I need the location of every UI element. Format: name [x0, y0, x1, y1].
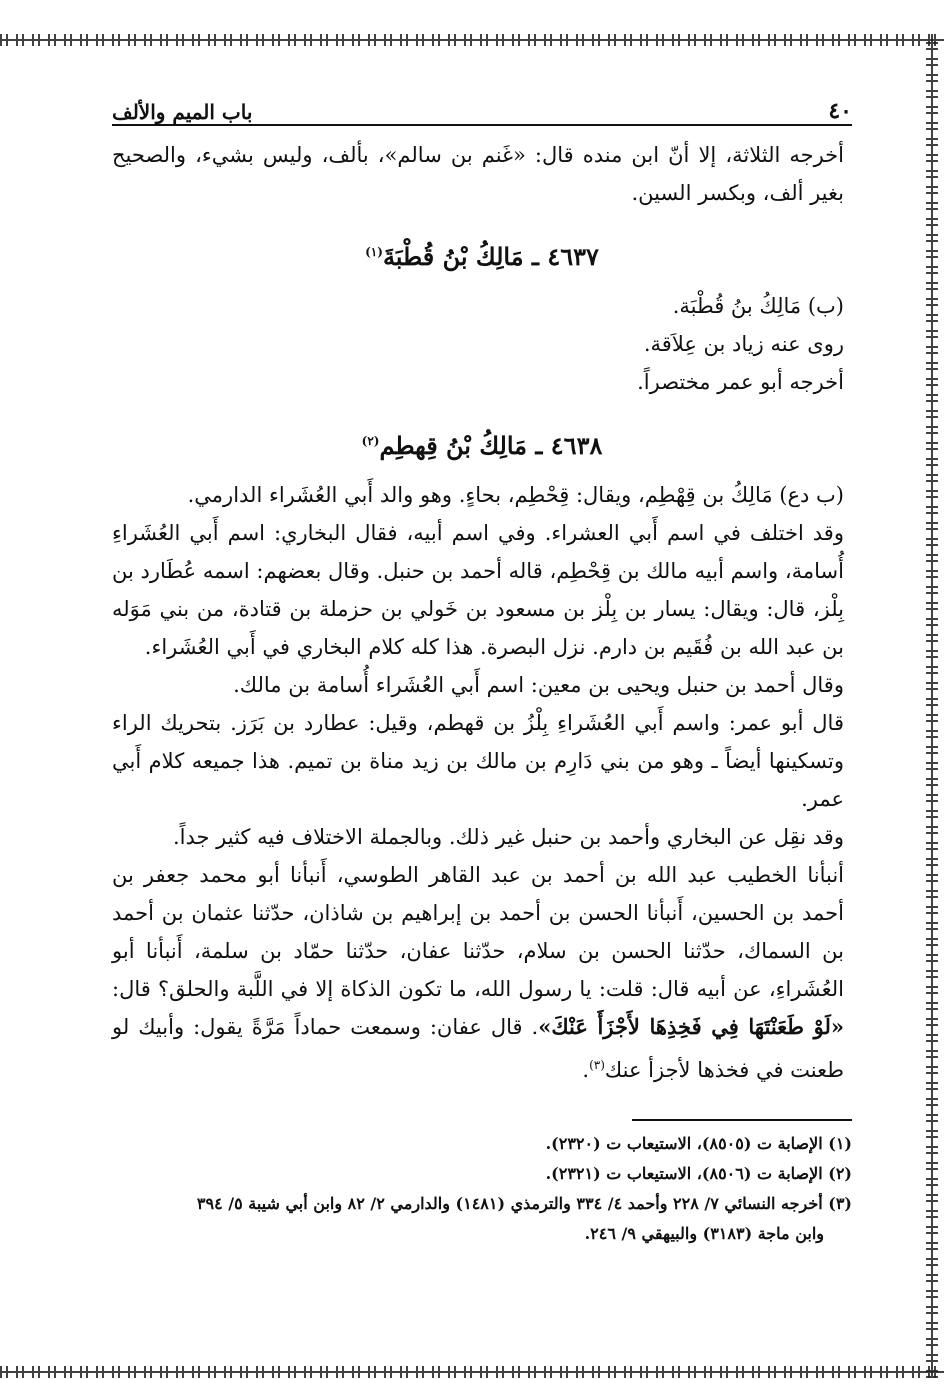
entry-heading-4638 [112, 419, 852, 468]
entry-heading-text: ٤٦٣٧ ـ مَالِكُ بْنُ قُطْبَةَ [382, 242, 599, 271]
hadith-paragraph [112, 856, 852, 1089]
page-content [112, 92, 852, 1249]
entry-heading-text: ٤٦٣٨ ـ مَالِكُ بْنُ قِهطِم [379, 431, 603, 460]
footnote-3: (٣) أخرجه النسائي ٧/ ٢٢٨ وأحمد ٤/ ٣٣٤ والترمذي (١٤٨١) والدارمي ٢/ ٨٢ وابن أبي شيبة ٥/ ٣٩٤ [196, 1194, 852, 1213]
entry-paragraph: (ب دع) مَالِكُ بن قِهْطِم، ويقال: قِحْطِم، بحاءٍ. وهو والد أَبي العُشَراء الدارمي. [187, 483, 844, 507]
footnote-ref: (٢) [361, 434, 380, 448]
page-number: ٤٠ [828, 98, 852, 124]
footnote-ref: (٣) [589, 1058, 605, 1072]
isnad-text: أنبأنا الخطيب عبد الله بن أحمد بن عبد القاهر الطوسي، أَنبأنا أبو محمد جعفر بن أحمد بن الحسين، أَنبأنا الحسن بن أحمد بن إبراهيم بن شاذان، حدّثنا عثمان بن أحمد بن السماك، حدّثنا الحسن بن سلام، حدّثنا عفان، حدّثنا حمّاد بن سلمة، أَنبأنا أبو العُشَراءِ، عن أبيه قال: قلت: يا رسول الله، ما تكون الذكاة إلا في اللَّبة والحلق؟ قال: [112, 863, 844, 1001]
chapter-title: باب الميم والألف [112, 100, 253, 124]
footnote-1: (١) الإصابة ت (٨٥٠٥)، الاستيعاب ت (٢٣٢٠). [545, 1134, 852, 1153]
entry-paragraph: روى عنه زياد بن عِلاَقة. [643, 332, 844, 356]
page-header [112, 92, 852, 126]
footnote-separator [632, 1119, 852, 1121]
hadith-continuation: . قال عفان: وسمعت حماداً مَرَّةً يقول: وأبيك لو طعنت في فخذها لأجزأ عنك [112, 1015, 844, 1082]
intro-paragraph: أخرجه الثلاثة، إلا أنّ ابن منده قال: «غَنم بن سالم»، بألف، وليس بشيء، والصحيح بغير ألف، وبكسر السين. [112, 143, 844, 205]
top-border-ornament [0, 34, 944, 46]
entry-paragraph: قال أبو عمر: واسم أَبي العُشَراءِ بِلْزُ بن قهطم، وقيل: عطارد بن بَرَز. بتحريك الراء وتسكينها أيضاً ـ وهو من بني دَارِم بن مالك بن زيد مناة بن تميم. هذا جميعه كلام أَبي عمر. [112, 711, 844, 811]
entry-paragraph: أخرجه أبو عمر مختصراً. [637, 370, 844, 394]
right-border-ornament [926, 34, 938, 1378]
entry-paragraph: (ب) مَالِكُ بنُ قُطْبَة. [672, 294, 844, 318]
footnote-3-continued: وابن ماجة (٣١٨٣) والبيهقي ٩/ ٢٤٦. [584, 1224, 824, 1243]
entry-paragraph: وقال أحمد بن حنبل ويحيى بن معين: اسم أَبي العُشَراء أُسامة بن مالك. [233, 673, 844, 697]
entry-paragraph: وقد نقِل عن البخاري وأحمد بن حنبل غير ذلك. وبالجملة الاختلاف فيه كثير جداً. [172, 825, 844, 849]
hadith-quote: «لَوْ طَعَنْتَهَا فِي فَخِذِهَا لأَجْزَأَ عَنْكَ» [538, 1014, 844, 1039]
footnote-2: (٢) الإصابة ت (٨٥٠٦)، الاستيعاب ت (٢٣٢١). [545, 1164, 852, 1183]
footnotes [112, 1129, 852, 1249]
entry-heading-4637 [112, 230, 852, 279]
footnote-ref: (١) [365, 245, 383, 259]
entry-paragraph: وقد اختلف في اسم أَبي العشراء. وفي اسم أبيه، فقال البخاري: اسم أَبي العُشَراءِ أُسامة، واسم أبيه مالك بن قِحْطِم، قاله أحمد بن حنبل. وقال بعضهم: اسمه عُطَارد بن بِلْز، قال: ويقال: يسار بن بِلْز بن مسعود بن خَولي بن حزملة بن قتادة، من بني مَوَله بن عبد الله بن فُقَيم بن دارم. نزل البصرة. هذا كله كلام البخاري في أَبي العُشَراء. [112, 521, 844, 659]
hadith-end: . [582, 1058, 590, 1082]
bottom-border-ornament [0, 1366, 944, 1378]
